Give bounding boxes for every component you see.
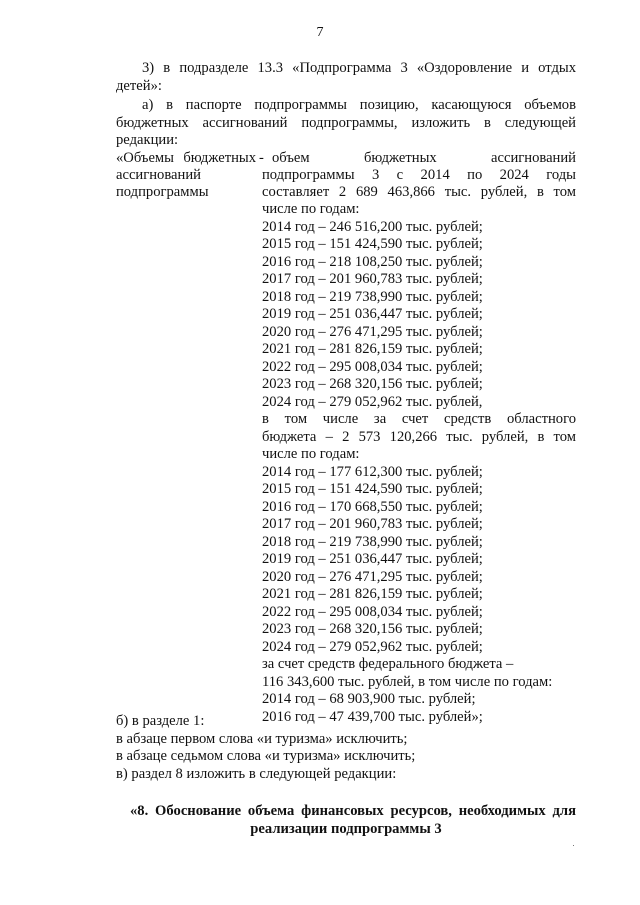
page-number: 7	[316, 25, 324, 40]
year-line: 2014 год – 68 903,900 тыс. рублей;	[262, 691, 476, 707]
year-line: 2019 год – 251 036,447 тыс. рублей;	[262, 306, 483, 322]
year-line: 2016 год – 170 668,550 тыс. рублей;	[262, 498, 483, 515]
federal-line: 116 343,600 тыс. рублей, в том числе по годам:	[262, 673, 553, 690]
intro-paragraph	[116, 60, 576, 95]
year-line: 2023 год – 268 320,156 тыс. рублей;	[262, 621, 483, 637]
regional-line: бюджета – 2 573 120,266 тыс. рублей, в том	[262, 428, 576, 445]
paragraph-a-line: бюджетных ассигнований подпрограммы, изложить в следующей	[116, 114, 576, 131]
year-line: 2023 год – 268 320,156 тыс. рублей;	[262, 376, 483, 392]
year-line: 2020 год – 276 471,295 тыс. рублей;	[262, 323, 483, 340]
table-label-line: подпрограммы	[116, 184, 209, 200]
federal-line: за счет средств федерального бюджета –	[262, 656, 514, 672]
paragraph-b-item: в абзаце седьмом слова «и туризма» исключить;	[116, 748, 416, 764]
year-line: 2022 год – 295 008,034 тыс. рублей;	[262, 603, 483, 620]
table-text-line: числе по годам:	[262, 201, 360, 217]
paragraph-c: в) раздел 8 изложить в следующей редакции:	[116, 765, 397, 782]
year-line: 2014 год – 246 516,200 тыс. рублей;	[262, 218, 483, 235]
paragraph-b-title: б) в разделе 1:	[116, 713, 205, 729]
paragraph-a	[116, 97, 576, 150]
year-line: 2017 год – 201 960,783 тыс. рублей;	[262, 516, 483, 532]
year-line: 2024 год – 279 052,962 тыс. рублей,	[262, 393, 483, 410]
section-heading-line: «8. Обоснование объема финансовых ресурсов, необходимых для	[130, 803, 576, 819]
year-line: 2018 год – 219 738,990 тыс. рублей;	[262, 533, 483, 550]
year-line: 2016 год – 47 439,700 тыс. рублей»;	[262, 708, 483, 725]
section-heading	[116, 803, 576, 839]
year-line: 2017 год – 201 960,783 тыс. рублей;	[262, 271, 483, 287]
year-line: 2021 год – 281 826,159 тыс. рублей;	[262, 586, 483, 602]
intro-line: детей»:	[116, 77, 162, 94]
regional-line: в том числе за счет средств областного	[262, 411, 576, 427]
year-line: 2021 год – 281 826,159 тыс. рублей;	[262, 341, 483, 357]
passport-values	[262, 201, 576, 726]
year-line: 2024 год – 279 052,962 тыс. рублей;	[262, 638, 483, 655]
year-line: 2020 год – 276 471,295 тыс. рублей;	[262, 568, 483, 585]
year-line: 2018 год – 219 738,990 тыс. рублей;	[262, 288, 483, 305]
scan-speck	[573, 845, 574, 846]
year-line: 2015 год – 151 424,590 тыс. рублей;	[262, 236, 483, 252]
passport-row	[116, 167, 576, 185]
table-label-line: ассигнований	[116, 167, 201, 183]
paragraph-a-line: редакции:	[116, 132, 179, 148]
regional-line: числе по годам:	[262, 446, 360, 462]
table-text-line: объем бюджетных ассигнований	[272, 150, 576, 166]
year-line: 2016 год – 218 108,250 тыс. рублей;	[262, 253, 483, 270]
year-line: 2019 год – 251 036,447 тыс. рублей;	[262, 551, 483, 567]
table-text-line: подпрограммы 3 с 2014 по 2024 годы	[262, 167, 576, 183]
paragraph-b	[116, 713, 576, 783]
passport-row	[116, 150, 576, 168]
table-label-line: «Объемы бюджетных	[116, 150, 256, 166]
paragraph-b-item: в абзаце первом слова «и туризма» исключить;	[116, 730, 408, 747]
section-heading-line: реализации подпрограммы 3	[250, 821, 442, 837]
table-dash: -	[259, 150, 264, 166]
passport-row	[116, 184, 576, 202]
intro-line: 3) в подразделе 13.3 «Подпрограмма 3 «Оздоровление и отдых	[142, 60, 576, 76]
year-line: 2022 год – 295 008,034 тыс. рублей;	[262, 358, 483, 375]
paragraph-a-line: а) в паспорте подпрограммы позицию, касающуюся объемов	[142, 97, 576, 113]
table-text-line: составляет 2 689 463,866 тыс. рублей, в том	[262, 184, 576, 200]
year-line: 2014 год – 177 612,300 тыс. рублей;	[262, 463, 483, 480]
year-line: 2015 год – 151 424,590 тыс. рублей;	[262, 481, 483, 497]
